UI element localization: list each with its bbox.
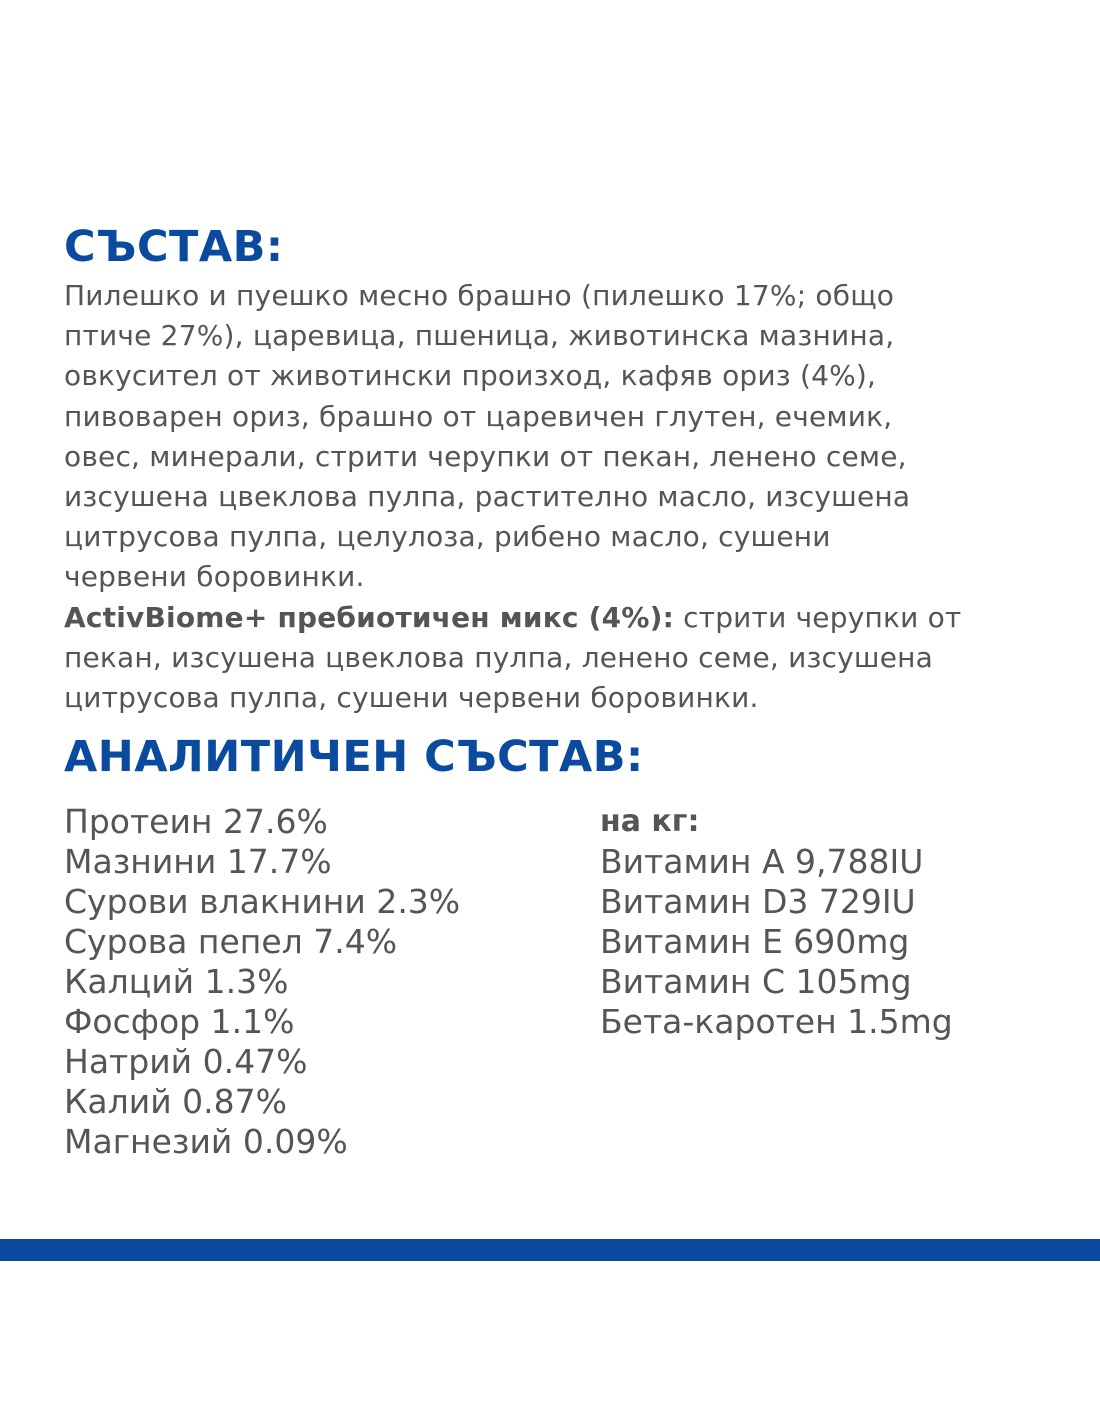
composition-line: изсушена цвеклова пулпа, растително масло, изсушена	[64, 480, 911, 514]
composition-line: цитрусова пулпа, целулоза, рибено масло, сушени	[64, 520, 831, 554]
vitamin-item: Витамин С 105mg	[600, 962, 912, 1001]
vitamin-item: Бета-каротен 1.5mg	[600, 1002, 953, 1041]
composition-heading: СЪСТАВ:	[64, 222, 284, 272]
composition-line: овкусител от животински произход, кафяв ориз (4%),	[64, 359, 877, 393]
composition-text	[64, 276, 1054, 718]
analytical-heading: АНАЛИТИЧЕН СЪСТАВ:	[64, 732, 644, 782]
analytical-item: Протеин 27.6%	[64, 802, 328, 841]
prebiotic-line: пекан, изсушена цвеклова пулпа, ленено семе, изсушена	[64, 640, 934, 674]
vitamin-item: Витамин D3 729IU	[600, 882, 916, 921]
analytical-item: Калий 0.87%	[64, 1082, 287, 1121]
prebiotic-text: стрити черупки от	[673, 600, 962, 634]
composition-line: овес, минерали, стрити черупки от пекан, ленено семе,	[64, 439, 907, 473]
bottom-accent-bar	[0, 1239, 1100, 1261]
per-kg-label: на кг:	[600, 804, 700, 839]
analytical-item: Сурови влакнини 2.3%	[64, 882, 461, 921]
vitamin-item: Витамин А 9,788IU	[600, 842, 924, 881]
prebiotic-label: ActivBiome+ пребиотичен микс (4%):	[64, 600, 674, 634]
analytical-item: Мазнини 17.7%	[64, 842, 332, 881]
composition-line: птиче 27%), царевица, пшеница, животинска мазнина,	[64, 319, 895, 353]
composition-line: червени боровинки.	[64, 560, 365, 594]
analytical-item: Натрий 0.47%	[64, 1042, 308, 1081]
composition-line: пивоварен ориз, брашно от царевичен глутен, ечемик,	[64, 399, 893, 433]
analytical-item: Сурова пепел 7.4%	[64, 922, 398, 961]
analytical-item: Калций 1.3%	[64, 962, 289, 1001]
prebiotic-line: цитрусова пулпа, сушени червени боровинки.	[64, 681, 759, 715]
analytical-list-right	[600, 802, 953, 1042]
vitamin-item: Витамин Е 690mg	[600, 922, 910, 961]
prebiotic-line	[64, 598, 1054, 638]
analytical-list-left	[64, 802, 460, 1162]
analytical-item: Магнезий 0.09%	[64, 1122, 348, 1161]
analytical-item: Фосфор 1.1%	[64, 1002, 295, 1041]
composition-line: Пилешко и пуешко месно брашно (пилешко 17%; общо	[64, 279, 895, 312]
